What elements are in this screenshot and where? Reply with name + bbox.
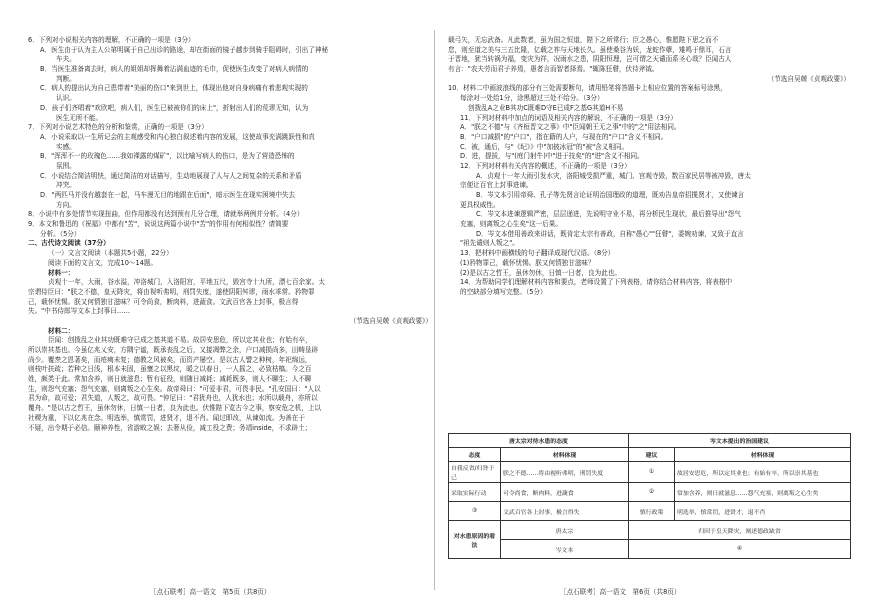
table-subheader: 材料体现 bbox=[501, 448, 629, 462]
text-line: （一）文言文阅读（本题共5小题，22分） bbox=[48, 249, 173, 258]
text-line: D．进，提拔，与"(庭门射牛)中"进于技矣"的"进"含义不相同。 bbox=[460, 152, 644, 161]
text-line: 则枝叶扶疏；若种之日浅，根本未固，虽壅之以黑坟，暖之以春日，一人摇之，必致枯槁。今之百 bbox=[28, 365, 312, 374]
text-line: 贞观十一年，大雨，谷水溢，冲洛城门，入洛阳宫，平地五尺，毁宫寺十九所，漂七百余家。太 bbox=[48, 278, 325, 287]
left-page-column bbox=[28, 36, 432, 433]
text-line: 11．下列对材料中加点的词语及相关内容的解说，不正确的一项是（3分） bbox=[460, 113, 677, 122]
table-row bbox=[449, 483, 851, 502]
text-line: 认识。 bbox=[56, 94, 76, 103]
text-line: 臣闻：创拨乱之业其功既难守已成之基其道不易。故居安思危，所以定其业也；有始有卒， bbox=[48, 336, 312, 345]
text-line: 于晋地，犹当转祸为福，变灾为祥，况雨水之患，阴阳恒理，岂可谓之天谴而系圣心哉？臣闻古人 bbox=[448, 55, 732, 64]
text-line: 医生无所不能。 bbox=[56, 113, 103, 122]
table-cell: 采取实际行动 bbox=[449, 483, 501, 502]
table-blank-cell: ② bbox=[629, 483, 675, 502]
table-cell: 慎行政策 bbox=[629, 502, 675, 521]
table-header-advice: 岑文本提出的治国建议 bbox=[629, 434, 851, 448]
text-line: 12．下列对材料有关内容的概述，不正确的一项是（3分） bbox=[460, 161, 631, 170]
table-cell: 归因于皇天降灾，阐述德政缺省 bbox=[629, 521, 851, 540]
text-line: 材料一： bbox=[48, 268, 75, 277]
text-line: 7．下列对小说艺术特色的分析和鉴赏，正确的一项是（3分） bbox=[28, 123, 208, 132]
text-line: （节选自吴兢《贞观政要》） bbox=[349, 316, 432, 325]
text-line: 有言："农夫劳而君子养焉，愚者言而智者择焉。"辄陈狂瞽，伏待斧钺。 bbox=[448, 65, 659, 74]
text-line: 材料二： bbox=[48, 326, 75, 335]
text-line: 创拨乱A之业B其功C既难D守E已成F之基G其道H不易 bbox=[468, 103, 624, 112]
footer-left: ［点石联考］高一语文 第5页（共8页） bbox=[150, 588, 271, 596]
text-line: B．"浑浑不一的玫瑰色……我如裸露的煤矿"，以比喻写病人的伤口，是为了营造恐怖的 bbox=[40, 152, 295, 161]
footer-right: ［点石联考］高一语文 第6页（共8页） bbox=[560, 588, 681, 596]
text-line: 载弓矢，无忘武备。凡此数者，虽为国之恒道，陛下之所常行；臣之愚心，惟愿陛下思之而不 bbox=[448, 36, 719, 44]
table-cell: 朕之不德……将由视听弗明，刑罚失度 bbox=[501, 462, 629, 483]
text-line: B．岑文本引用帝舜、孔子等先贤言论证明治国理政的道理，既劝告皇帝招揽贤才，又使谏言 bbox=[476, 191, 745, 199]
text-line: D．"两匹马并没有越套在一起，马车漫无目的地跟在后面"，暗示医生在现实困境中失去 bbox=[40, 191, 296, 199]
text-line: 9．本文和鲁迅的《祝福》中都有"苦"，说说这两篇小说中"苦"的作用有何相似性？请简要 bbox=[28, 220, 289, 229]
table-cell: 文武百官各上封事，极言得失 bbox=[501, 502, 629, 521]
text-line: 宗谓侍臣曰："朕之不德，皇天降灾，将由视听弗明，刑罚失度，遂使阴阳舛谬，雨水乖常。矜物罪 bbox=[28, 287, 315, 296]
text-line: B．当医生准备离去时，病人的姐姐却挥舞着沾满血迹的毛巾，促使医生改变了对病人病情的 bbox=[40, 65, 309, 74]
text-line: 姓，颇类于此。常加含养，则日就滋息；暂有征役，则随日减耗；减耗既多，则人不聊生；人不聊 bbox=[28, 375, 312, 384]
text-line: C．岑文本进谏逻辑严密，层层递进，先说明守业不易，再分析民生现状，最后推导出"怨气 bbox=[476, 210, 741, 219]
text-line: 不疑，出令期于必信。颐神养性，省游畋之娱；去奢从俭，减工役之费；务靖inside，不求辟土； bbox=[28, 423, 312, 432]
text-line: 13．把材料中画横线的句子翻译成现代汉语。（8分） bbox=[460, 249, 615, 258]
right-page-column bbox=[448, 36, 850, 298]
table-cell: 明选举，慎赏罚，进贤才，退不肖 bbox=[675, 502, 851, 521]
text-line: 生，则怨气充塞；怨气充塞，则离叛之心生矣。故帝舜曰："可爱非君，可畏非民。"孔安国曰："人以 bbox=[28, 384, 321, 393]
text-line: (1)矜物罪己，载怀忧惕。朕又何情独甘滋味？ bbox=[460, 258, 595, 267]
table-cell: 可令尚食，断肉料，进蔬食 bbox=[501, 483, 629, 502]
table-cell: 唐太宗 bbox=[501, 521, 629, 540]
text-line: 每涂对一处给1分，涂黑超过三处不给分。（3分） bbox=[460, 94, 604, 103]
text-line: A．"朕之不德"与《齐桓晋文之事》中"臣闻朝王无之事"中的"之"用法相同。 bbox=[460, 123, 681, 132]
table-cell: 常加含养，则日就滋息……怨气充塞，则离叛之心生矣 bbox=[675, 483, 851, 502]
text-line: 阅读下面的文言文，完成10～14题。 bbox=[48, 258, 158, 267]
text-line: 怠，则至道之美与三五比隆，亿载之祚与天地长久。虽使桑谷为妖，龙蛇作孽，雉鸣于鼎耳，石言 bbox=[448, 45, 732, 54]
text-line: (2)是以古之哲王，虽休勿休，日慎一日者，良为此也。 bbox=[460, 268, 621, 277]
text-line: 社稷为重，下以亿兆在念。明选举，慎赏罚，进贤才，退不肖。闻过即改，从谏如流。为善在于 bbox=[28, 413, 305, 422]
text-line: 己，载怀忧惕。朕又何情独甘滋味？可令尚食，断肉料，进蔬食。文武百官各上封事，极言得 bbox=[28, 297, 299, 306]
table-cell: 岑文本 bbox=[501, 540, 629, 559]
text-line: D．孩子们齐唱着"欢欣吧，病人们，医生已被被你们的床上"，折射出人们的荒谬无知，认为 bbox=[40, 103, 309, 112]
text-line: 方向。 bbox=[56, 200, 76, 209]
text-line: 14．为帮助同学们理解材料内容和要点，老师设置了下列表格，请你结合材料内容，将表格中 bbox=[460, 278, 733, 287]
text-line: 判断。 bbox=[56, 74, 76, 83]
text-line: C．被，通后，与"《纪》》中"加披冰冠"的"被"含义相同。 bbox=[460, 142, 629, 151]
text-line: 君为命，故可爱；君失道，人叛之，故可畏。"仲尼曰："君犹舟也，人犹水也；水所以载舟，亦所以 bbox=[28, 394, 318, 403]
table-row bbox=[449, 502, 851, 521]
text-line: A．贞观十一年大雨引发水灾，洛阳城受损严重，城门、宫观寺毁，数百家民居等被冲毁，唐太 bbox=[476, 171, 751, 180]
text-line: C．小说结合简洁明快，通过简洁的对话描写，生动地展现了人与人之间复杂的关系和矛盾 bbox=[40, 171, 302, 180]
table-blank-cell: ① bbox=[629, 462, 675, 483]
text-line: "祖先谴则人叛之"。 bbox=[460, 239, 519, 248]
text-line: 二、古代诗文阅读（37分） bbox=[28, 239, 110, 248]
text-line: 充塞，则离叛之心生矣"这一后果。 bbox=[460, 220, 562, 229]
table-row bbox=[449, 462, 851, 483]
text-line: 的空缺部分填写完整。（5分） bbox=[460, 287, 547, 296]
text-line: 宗便让百官上封事进谏。 bbox=[460, 181, 533, 190]
text-line: 冲突。 bbox=[56, 181, 76, 190]
text-line: 氛围。 bbox=[56, 161, 76, 170]
text-line: 车夫。 bbox=[56, 55, 76, 64]
page-divider bbox=[434, 30, 435, 590]
table-blank-cell: ④ bbox=[629, 540, 851, 559]
text-line: 6．下列对小说相关内容的理解，不正确的一项是（3分） bbox=[28, 36, 195, 44]
table-row bbox=[449, 521, 851, 540]
text-line: 8．小说中有多处情节实现扭曲，但作用都没有达到预有几分合理，请就举两例并分析。（4分） bbox=[28, 210, 304, 219]
answer-table bbox=[448, 433, 851, 559]
text-line: A．医生由于认为主人公第明属于自己出诊的路途，却在街面的镜子越步到骑手阻碍时，引出了神秘 bbox=[40, 45, 329, 54]
text-line: A．小说采取以一生所记会的主观感受和内心独白叙述着内容的发展，这使故事充满跳跃性和真 bbox=[40, 132, 315, 141]
text-line: 实感。 bbox=[56, 142, 76, 151]
table-subheader: 建议 bbox=[629, 448, 675, 462]
text-line: （节选自吴兢《贞观政要》） bbox=[767, 74, 850, 83]
text-line: 所以崇其基也。今虽亿兆乂安，方隅宁谧，既承丧乱之后，又接凋弊之余，户口减损尚多，田畴垦辟 bbox=[28, 346, 319, 354]
table-cell: 自我反省/归咎于己 bbox=[449, 462, 501, 483]
text-line: 分析。（5分） bbox=[40, 229, 81, 238]
table-subheader: 材料体现 bbox=[675, 448, 851, 462]
text-line: C．病人的提出认为自己患带着"美丽的伤口"来到世上，体现出他对自身病痛有着悲观实现的 bbox=[40, 84, 308, 93]
table-row bbox=[449, 540, 851, 559]
text-line: 失。"中书侍郎岑文本上封事曰…… bbox=[28, 307, 130, 316]
table-blank-cell: ③ bbox=[449, 502, 501, 521]
text-line: 尚少。覆焘之恩著矣，而疮痍未复；德教之风被矣，而资产屡空。是以古人譬之种树，年祀绵远， bbox=[28, 355, 312, 364]
text-line: 覆舟。"是以古之哲王，虽休勿休，日慎一日者，良为此也。伏惟陛下览古今之事，察安危之机，上以 bbox=[28, 404, 322, 413]
text-line: B．"户口减损"的"户口"，指在籍的人户，与现在的"户口"含义不相同。 bbox=[460, 132, 668, 141]
table-cell: 故居安思危，所以定其业也；有始有卒，所以崇其基也 bbox=[675, 462, 851, 483]
text-line: 更具权威性。 bbox=[460, 200, 500, 209]
text-line: D．岑文本借用善政来讲话，既肯定太宗有善政，自称"愚心""狂瞽"，委婉劝谏，又致于直言 bbox=[476, 229, 744, 238]
table-subheader: 态度 bbox=[449, 448, 501, 462]
table-header-attitude: 唐太宗对待水患的态度 bbox=[449, 434, 629, 448]
text-line: 10．材料二中画波浪线的部分有三处需要断句，请用铅笔将答题卡上相应位置的答案标号涂黑， bbox=[448, 84, 727, 93]
table-foot-label: 对水患原因的看法 bbox=[449, 521, 501, 559]
